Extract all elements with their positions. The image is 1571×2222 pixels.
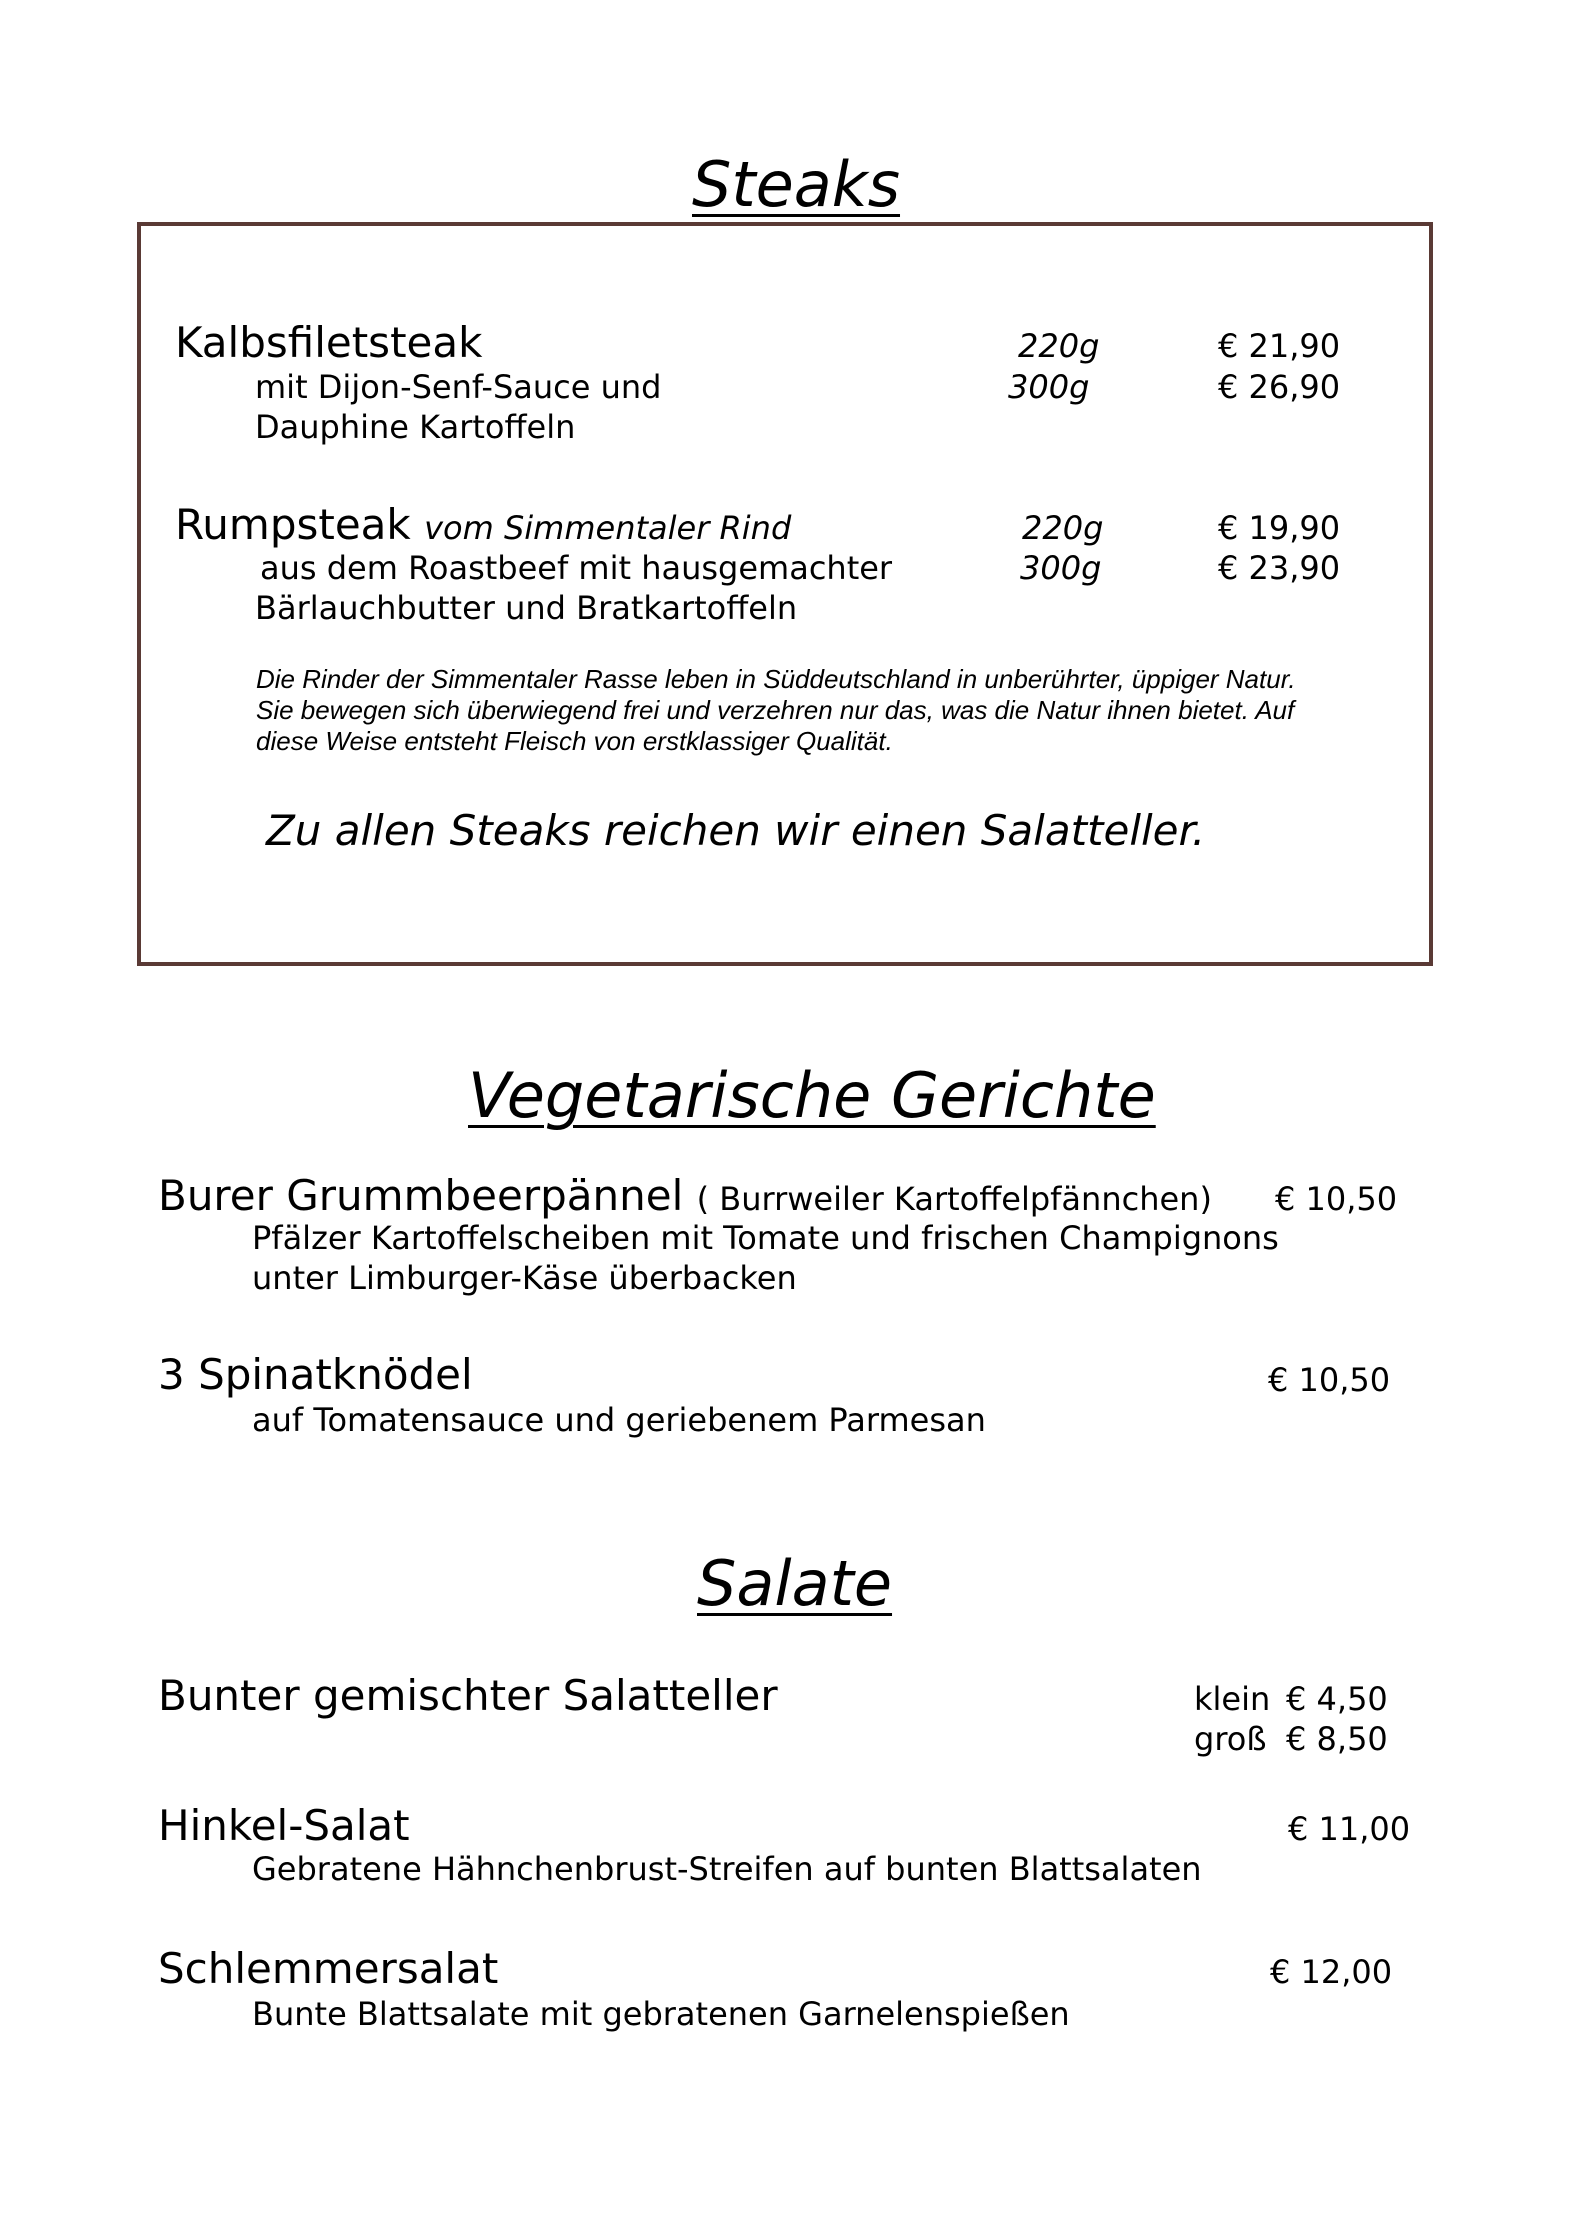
size-label: klein bbox=[1194, 1680, 1271, 1718]
dish-price: € 21,90 bbox=[1218, 327, 1341, 365]
dish-description: Dauphine Kartoffeln bbox=[255, 408, 576, 446]
dish-price: € 8,50 bbox=[1286, 1720, 1388, 1758]
dish-description: auf Tomatensauce und geriebenem Parmesan bbox=[252, 1401, 986, 1439]
dish-price: € 11,00 bbox=[1288, 1810, 1411, 1848]
section-title-vegetarian: Vegetarische Gerichte bbox=[468, 1059, 1156, 1132]
dish-price: € 23,90 bbox=[1218, 549, 1341, 587]
simmentaler-note: Die Rinder der Simmentaler Rasse leben in Süddeutschland in unberührter, üppiger Natur. Sie bewegen sich überwiegend frei und verzehren nur das, was die Natur ihnen bietet. Auf diese Weise entsteht Fleisch von erstklassiger Qualität. bbox=[256, 664, 1296, 756]
dish-weight: 300g bbox=[1008, 368, 1090, 406]
dish-description: Gebratene Hähnchenbrust-Streifen auf bunten Blattsalaten bbox=[252, 1850, 1202, 1888]
dish-name-suffix: ( Burrweiler Kartoffelpfännchen) bbox=[696, 1180, 1212, 1218]
dish-price: € 4,50 bbox=[1286, 1680, 1388, 1718]
dish-description: Pfälzer Kartoffelscheiben mit Tomate und frischen Champignons bbox=[252, 1219, 1279, 1257]
steaks-tagline: Zu allen Steaks reichen wir einen Salatteller. bbox=[266, 806, 1206, 855]
dish-description: aus dem Roastbeef mit hausgemachter bbox=[260, 549, 893, 587]
dish-name-kalbsfiletsteak: Kalbsfiletsteak bbox=[175, 318, 483, 367]
dish-name-spinatknoedel: 3 Spinatknödel bbox=[158, 1350, 473, 1399]
dish-price: € 12,00 bbox=[1270, 1953, 1393, 1991]
dish-description: mit Dijon-Senf-Sauce und bbox=[255, 368, 662, 406]
dish-name-grummbeerpaennel bbox=[158, 1171, 1212, 1220]
dish-name-hinkel-salat: Hinkel-Salat bbox=[158, 1801, 410, 1850]
section-title-steaks: Steaks bbox=[692, 148, 901, 221]
dish-name: Rumpsteak bbox=[175, 500, 411, 549]
dish-price: € 19,90 bbox=[1218, 509, 1341, 547]
dish-name-salatteller: Bunter gemischter Salatteller bbox=[158, 1671, 778, 1720]
dish-price: € 26,90 bbox=[1218, 368, 1341, 406]
dish-description: unter Limburger-Käse überbacken bbox=[252, 1259, 797, 1297]
dish-weight: 220g bbox=[1022, 509, 1104, 547]
dish-price: € 10,50 bbox=[1275, 1180, 1398, 1218]
section-title-salads: Salate bbox=[697, 1547, 893, 1620]
size-label: groß bbox=[1194, 1720, 1267, 1758]
dish-price: € 10,50 bbox=[1268, 1361, 1391, 1399]
dish-name-rumpsteak bbox=[175, 500, 792, 549]
dish-name-suffix: vom Simmentaler Rind bbox=[424, 509, 792, 547]
dish-description: Bärlauchbutter und Bratkartoffeln bbox=[255, 589, 798, 627]
dish-name-schlemmersalat: Schlemmersalat bbox=[158, 1944, 499, 1993]
dish-name: Burer Grummbeerpännel bbox=[158, 1171, 684, 1220]
dish-weight: 220g bbox=[1018, 327, 1100, 365]
dish-description: Bunte Blattsalate mit gebratenen Garnelenspießen bbox=[252, 1995, 1070, 2033]
dish-weight: 300g bbox=[1020, 549, 1102, 587]
